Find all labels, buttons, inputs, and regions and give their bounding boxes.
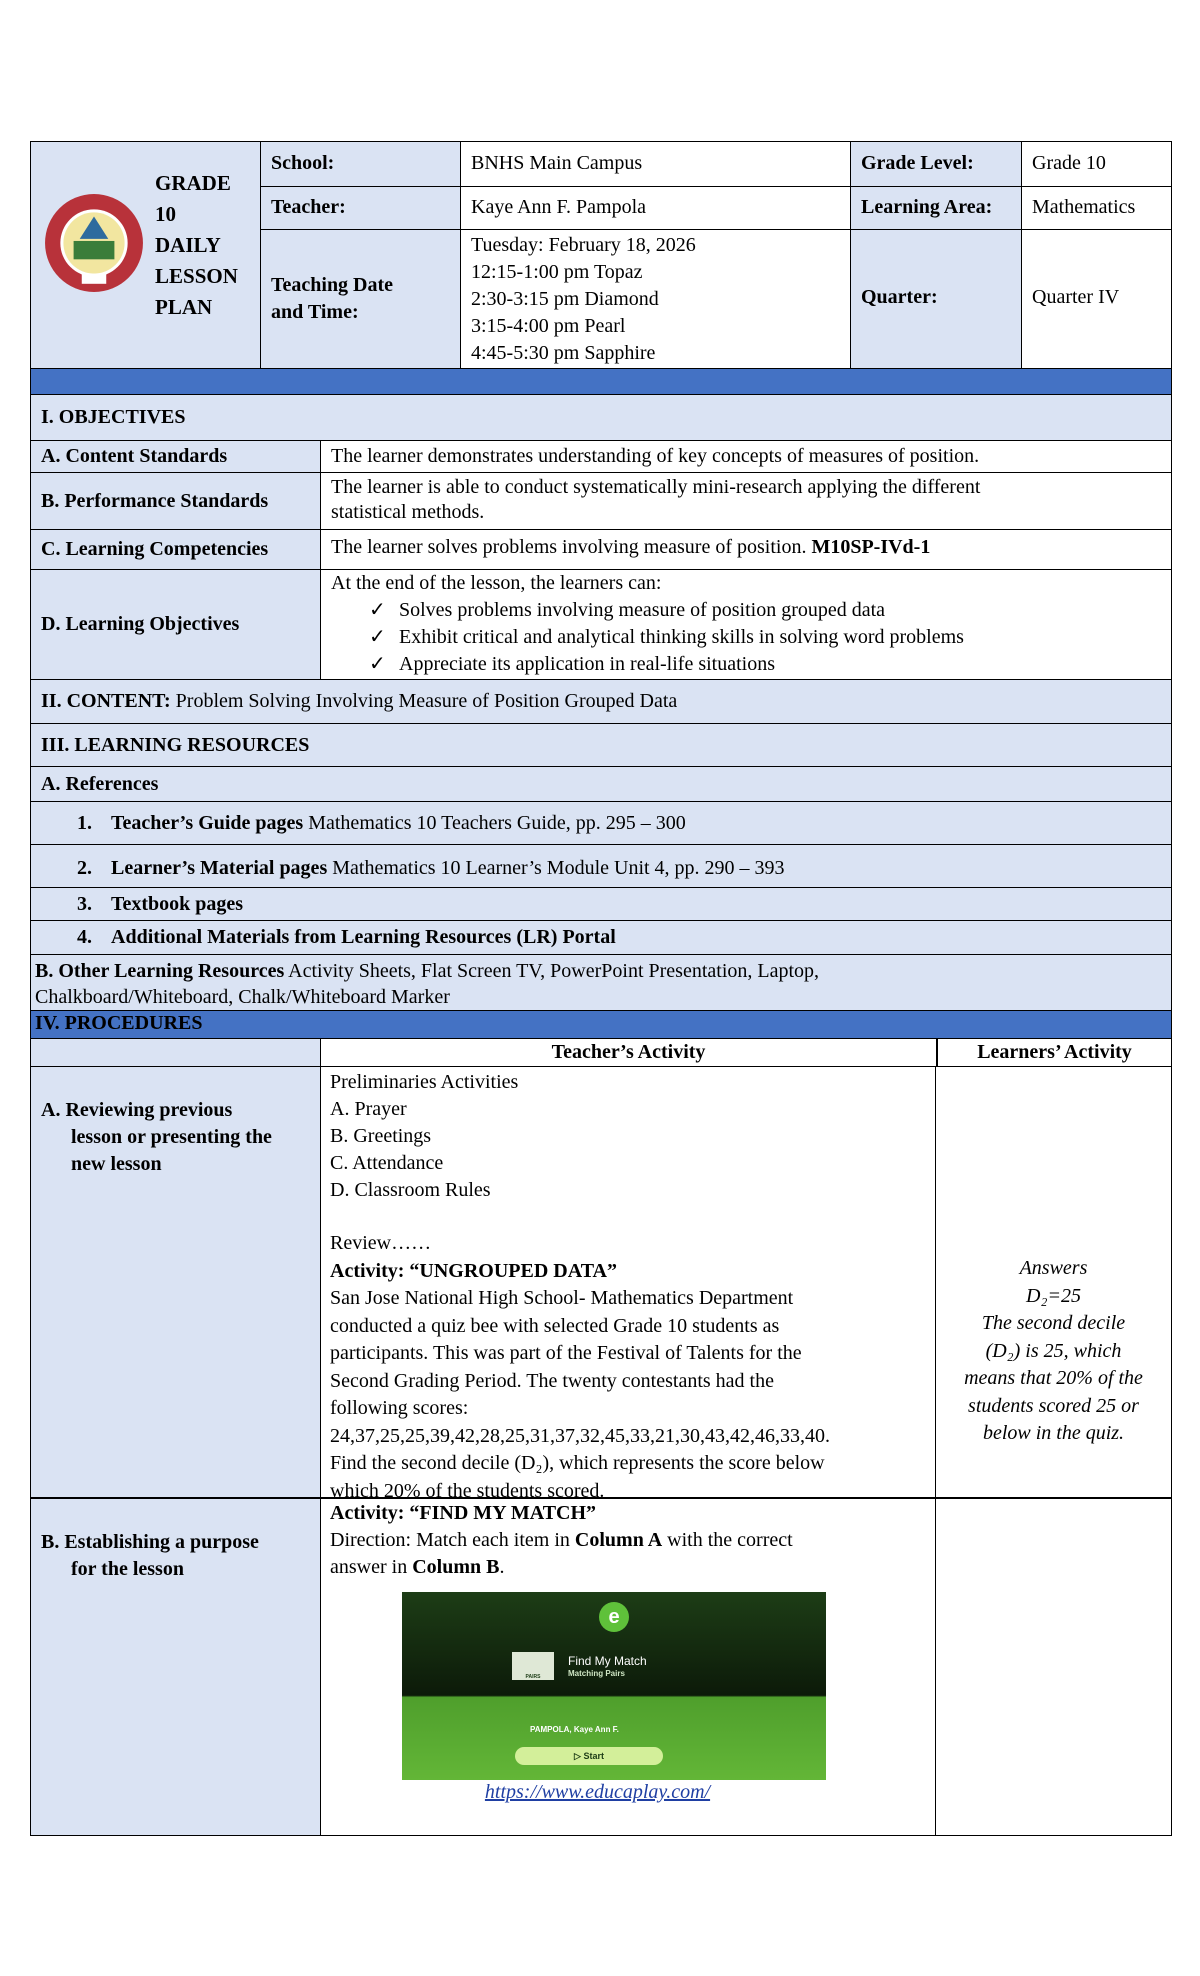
performance-standards-value: The learner is able to conduct systematically mini-research applying the different statistical methods.: [321, 473, 1171, 529]
learning-objectives-value: At the end of the lesson, the learners can: ✓ Solves problems involving measure of position grouped data ✓ Exhibit critical and analytical thinking skills in solving word problems ✓ Appreciate its application in real-life situations: [321, 570, 1171, 679]
learning-area-label: Learning Area:: [861, 196, 993, 218]
check-icon: ✓: [369, 599, 386, 621]
teacher-value: Kaye Ann F. Pampola: [471, 196, 647, 218]
learning-objectives-label: D. Learning Objectives: [31, 570, 321, 679]
reference-1-row: [30, 802, 1172, 845]
other-resources: B. Other Learning Resources Activity Sheets, Flat Screen TV, PowerPoint Presentation, Laptop, Chalkboard/Whiteboard, Chalk/Whiteboard Marker: [35, 960, 820, 1008]
objective-item: ✓ Exhibit critical and analytical thinking skills in solving word problems: [331, 624, 1161, 651]
game-title: Find My Match: [568, 1654, 647, 1668]
teaching-date-value: Tuesday: February 18, 2026 12:15-1:00 pm Topaz 2:30-3:15 pm Diamond 3:15-4:00 pm Pearl 4:45-5:30 pm Sapphire: [471, 234, 696, 364]
learning-area-value: Mathematics: [1032, 196, 1136, 218]
ungrouped-activity-title: Activity: “UNGROUPED DATA”: [330, 1259, 618, 1282]
reference-4-row: [30, 921, 1172, 955]
check-icon: ✓: [369, 626, 386, 648]
content-standards-label: A. Content Standards: [31, 441, 321, 472]
resources-heading-row: [30, 724, 1172, 767]
procedures-heading-row: [30, 1011, 1172, 1039]
grade-title: GRADE 10 DAILY LESSON PLAN: [155, 171, 238, 319]
game-subtitle: Matching Pairs: [568, 1669, 625, 1678]
find-my-match-activity: Activity: “FIND MY MATCH” Direction: Match each item in Column A with the correct answer in Column B.: [330, 1502, 793, 1578]
educaplay-logo-icon: e: [599, 1602, 629, 1632]
reference-3-row: [30, 888, 1172, 921]
teacher-label: Teacher:: [271, 196, 346, 218]
content-row: [30, 680, 1172, 724]
check-icon: ✓: [369, 653, 386, 675]
teacher-activity-header: Teacher’s Activity: [551, 1041, 706, 1063]
pairs-label: PAIRS: [525, 1674, 541, 1680]
find-my-match-title: Activity: “FIND MY MATCH”: [330, 1502, 597, 1524]
game-player: PAMPOLA, Kaye Ann F.: [530, 1725, 619, 1734]
procedures-columns-row: [30, 1039, 1172, 1067]
procedure-b-label: B. Establishing a purpose for the lesson: [41, 1531, 259, 1580]
competencies-label: C. Learning Competencies: [31, 530, 321, 569]
learning-objectives-row: [30, 570, 1172, 680]
answer-block: Answers D₂=25 The second decile (D₂) is 25, which means that 20% of the students scored 25 or below in the quiz.: [964, 1257, 1143, 1444]
other-resources-row: [30, 955, 1172, 1011]
objectives-heading-row: [30, 395, 1172, 441]
reference-3: 3. Textbook pages: [77, 893, 244, 915]
objectives-heading: I. OBJECTIVES: [41, 406, 186, 428]
reference-4: 4. Additional Materials from Learning Resources (LR) Portal: [77, 926, 616, 948]
divider-band: [30, 368, 1172, 395]
reference-1: 1. Teacher’s Guide pages Mathematics 10 Teachers Guide, pp. 295 – 300: [77, 812, 686, 834]
educaplay-link[interactable]: https://www.educaplay.com/: [484, 1781, 711, 1803]
content-standards-row: [30, 441, 1172, 473]
content-standards-value: The learner demonstrates understanding of key concepts of measures of position.: [321, 441, 1171, 472]
educaplay-link-row: [290, 1781, 905, 1804]
resources-heading: III. LEARNING RESOURCES: [41, 734, 310, 756]
ungrouped-activity: Review…… Activity: “UNGROUPED DATA” San Jose National High School- Mathematics Department conducted a quiz bee with selected Grade 10 students as participants. This was part of the Festival of Talents for the Second Grading Period. The twenty contestants had the following scores: 24,37,25,25,39,42,28,25,31,37,32,45,33,21,30,43,42,46,33,40. Find the second decile (D₂), which represents the score below which 20% of the students scored.: [330, 1232, 830, 1502]
grade-level-label: Grade Level:: [861, 152, 974, 174]
objective-item: ✓ Solves problems involving measure of position grouped data: [331, 597, 1161, 624]
header-table: [30, 141, 1172, 369]
references-row: [30, 767, 1172, 802]
learner-activity-header: Learners’ Activity: [977, 1041, 1132, 1063]
procedures-labels: [31, 1067, 321, 1835]
quarter-value: Quarter IV: [1032, 286, 1120, 308]
content-text: II. CONTENT: Problem Solving Involving Measure of Position Grouped Data: [41, 690, 678, 712]
reference-2: 2. Learner’s Material pages Mathematics 10 Learner’s Module Unit 4, pp. 290 – 393: [77, 857, 785, 879]
quarter-label: Quarter:: [861, 286, 938, 308]
competencies-row: [30, 530, 1172, 570]
competency-code: M10SP-IVd-1: [811, 536, 931, 558]
preliminaries-list: Preliminaries Activities A. Prayer B. Greetings C. Attendance D. Classroom Rules: [330, 1071, 519, 1201]
grade-level-value: Grade 10: [1032, 152, 1106, 174]
game-start-button[interactable]: ▷ Start: [515, 1747, 663, 1765]
procedure-a-label: A. Reviewing previous lesson or presenting the new lesson: [41, 1099, 272, 1175]
school-value: BNHS Main Campus: [471, 152, 643, 174]
teaching-date-label: Teaching Date and Time:: [271, 274, 394, 323]
references-label: A. References: [41, 773, 159, 795]
review-text: Review……: [330, 1232, 432, 1254]
school-label: School:: [271, 152, 335, 174]
competencies-value: The learner solves problems involving measure of position. M10SP-IVd-1: [321, 530, 1171, 569]
school-logo: [43, 192, 145, 294]
reference-2-row: [30, 845, 1172, 888]
performance-standards-label: B. Performance Standards: [31, 473, 321, 529]
procedures-heading: IV. PROCEDURES: [35, 1012, 203, 1034]
game-screenshot: [402, 1592, 826, 1780]
objective-item: ✓ Appreciate its application in real-life situations: [331, 651, 1161, 678]
performance-standards-row: [30, 473, 1172, 530]
